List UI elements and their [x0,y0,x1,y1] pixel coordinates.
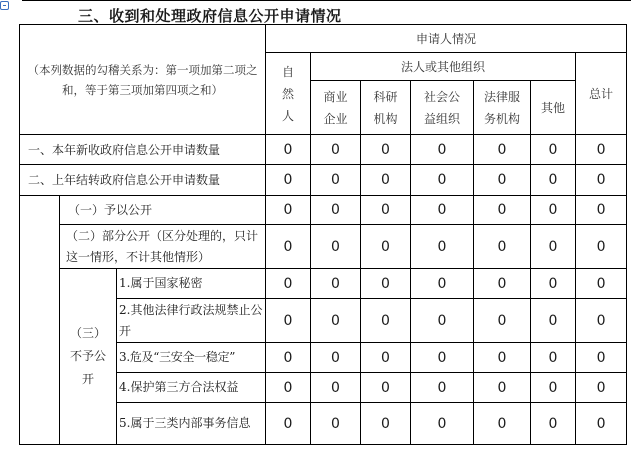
value-cell: 0 [474,196,531,225]
research-header: 科研 机构 [361,81,411,135]
value-cell: 0 [576,135,627,165]
value-cell: 0 [576,373,627,403]
value-cell: 0 [311,299,361,343]
value-cell: 0 [361,196,411,225]
value-cell: 0 [411,196,474,225]
value-cell: 0 [266,299,311,343]
value-cell: 0 [474,403,531,445]
value-cell: 0 [311,225,361,269]
top-border-line [22,0,631,1]
value-cell: 0 [266,269,311,299]
value-cell: 0 [311,373,361,403]
disclosure-table [19,24,627,445]
value-cell: 0 [474,343,531,373]
section-title: 三、收到和处理政府信息公开申请情况 [78,7,342,25]
value-cell: 0 [474,299,531,343]
value-cell: 0 [311,269,361,299]
value-cell: 0 [266,135,311,165]
value-cell: 0 [411,373,474,403]
value-cell: 0 [411,403,474,445]
value-cell: 0 [531,135,576,165]
value-cell: 0 [531,165,576,196]
value-cell: 0 [361,373,411,403]
row-label: （一）予以公开 [60,196,266,225]
commercial-header: 商业 企业 [311,81,361,135]
value-cell: 0 [361,269,411,299]
value-cell: 0 [266,403,311,445]
value-cell: 0 [266,165,311,196]
value-cell: 0 [576,299,627,343]
value-cell: 0 [531,196,576,225]
value-cell: 0 [411,165,474,196]
value-cell: 0 [361,165,411,196]
other-header: 其他 [531,81,576,135]
value-cell: 0 [474,269,531,299]
value-cell: 0 [576,225,627,269]
row-label: 1.属于国家秘密 [117,269,266,299]
value-cell: 0 [411,269,474,299]
value-cell: 0 [361,135,411,165]
applicant-header: 申请人情况 [266,25,627,53]
value-cell: 0 [576,343,627,373]
value-cell: 0 [311,165,361,196]
value-cell: 0 [411,299,474,343]
value-cell: 0 [474,225,531,269]
value-cell: 0 [266,373,311,403]
table-row [20,269,627,299]
legal-entity-header: 法人或其他组织 [311,53,576,81]
value-cell: 0 [411,225,474,269]
value-cell: 0 [361,403,411,445]
value-cell: 0 [531,299,576,343]
row-label: 3.危及“三安全一稳定” [117,343,266,373]
social-header: 社会公 益组织 [411,81,474,135]
value-cell: 0 [531,343,576,373]
table-row [20,196,627,225]
value-cell: 0 [311,343,361,373]
value-cell: 0 [361,343,411,373]
row-label: 2.其他法律行政法规禁止公开 [117,299,266,343]
natural-person-label: 自 然 人 [281,64,294,123]
value-cell: 0 [531,225,576,269]
row-label: 4.保护第三方合法权益 [117,373,266,403]
value-cell: 0 [361,299,411,343]
table-select-icon[interactable] [0,1,9,10]
value-cell: 0 [474,165,531,196]
value-cell: 0 [361,225,411,269]
row-label: （二）部分公开（区分处理的，只计这一情形，不计其他情形） [60,225,266,269]
value-cell: 0 [531,373,576,403]
legal-service-header: 法律服 务机构 [474,81,531,135]
row-label: 一、本年新收政府信息公开申请数量 [20,135,266,165]
table-row [20,225,627,269]
value-cell: 0 [474,373,531,403]
note-cell [20,25,266,135]
value-cell: 0 [474,135,531,165]
natural-person-header [266,53,311,135]
not-public-group-label: （三） 不予公 开 [60,269,117,445]
value-cell: 0 [576,403,627,445]
table-row [20,165,627,196]
table-row [20,135,627,165]
value-cell: 0 [311,403,361,445]
row-label: 5.属于三类内部事务信息 [117,403,266,445]
note-text: （本列数据的勾稽关系为：第一项加第二项之和，等于第三项加第四项之和） [27,62,258,97]
value-cell: 0 [576,165,627,196]
value-cell: 0 [266,343,311,373]
group-indent-cell [20,196,60,445]
value-cell: 0 [576,196,627,225]
total-header: 总计 [576,53,627,135]
value-cell: 0 [531,269,576,299]
value-cell: 0 [411,343,474,373]
value-cell: 0 [576,269,627,299]
value-cell: 0 [531,403,576,445]
value-cell: 0 [311,135,361,165]
value-cell: 0 [311,196,361,225]
row-label: 二、上年结转政府信息公开申请数量 [20,165,266,196]
value-cell: 0 [411,135,474,165]
value-cell: 0 [266,196,311,225]
value-cell: 0 [266,225,311,269]
